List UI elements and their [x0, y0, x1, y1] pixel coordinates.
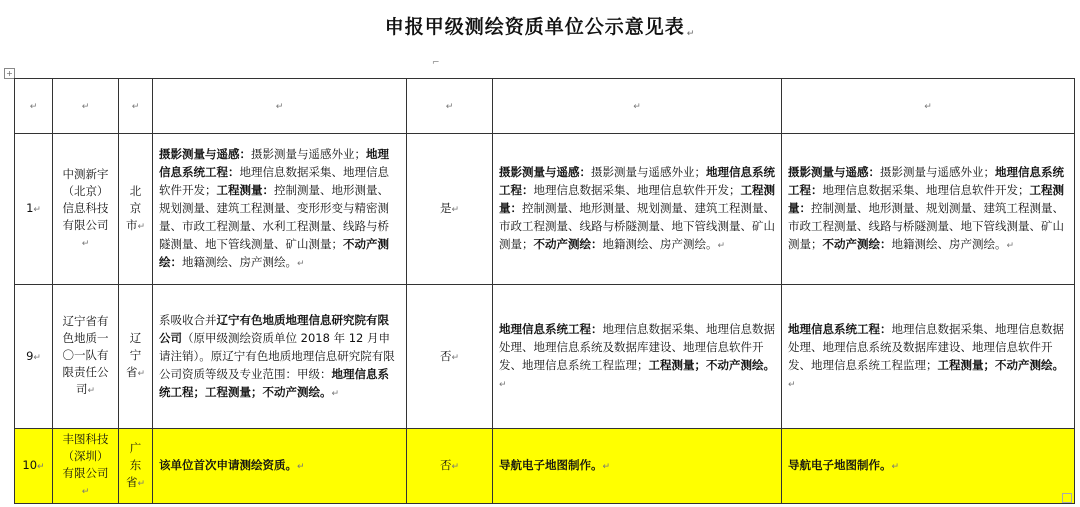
scope-heading: 地理信息系统工程： — [788, 165, 1064, 197]
proposed-scope[interactable] — [782, 285, 1075, 429]
scope-text: 摄影测量与遥感外业； — [591, 165, 706, 179]
header-cell-empty[interactable]: ↵ — [119, 79, 153, 134]
header-cell-empty[interactable]: ↵ — [15, 79, 53, 134]
scope-text: 地理信息数据采集、地理信息数据处理、地理信息系统及数据库建设、地理信息软件开发、地理信息系统工程监理； — [788, 321, 1064, 372]
row-number[interactable]: 1↵ — [15, 134, 53, 285]
scope-heading: 地理信息系统工程；工程测量；不动产测绘。 — [159, 366, 389, 399]
scope-text: 地籍测绘、房产测绘。 — [891, 237, 1007, 251]
scope-text: 地理信息数据采集、地理信息软件开发； — [822, 183, 1030, 197]
scope-heading: 地理信息系统工程： — [788, 321, 892, 336]
paragraph-mark: ↵ — [602, 462, 611, 472]
scope-heading: 不动产测绘： — [159, 237, 389, 269]
scope-heading: 工程测量；不动产测绘。 — [937, 357, 1064, 372]
unit-name[interactable]: 辽宁省有色地质一〇一队有限责任公司↵ — [53, 285, 119, 429]
scope-text: 摄影测量与遥感外业； — [880, 165, 995, 179]
scope-text: 地理信息数据采集、地理信息数据处理、地理信息系统及数据库建设、地理信息软件开发、地理信息系统工程监理； — [499, 321, 775, 372]
scope-text: 地籍测绘、房产测绘。 — [602, 237, 718, 251]
flag[interactable]: 是↵ — [407, 134, 493, 285]
proposed-scope[interactable] — [782, 429, 1075, 504]
paragraph-mark: ↵ — [717, 241, 726, 251]
table-move-handle-icon[interactable]: + — [4, 68, 15, 79]
scope-heading: 不动产测绘： — [533, 237, 603, 251]
table-row — [15, 285, 1075, 429]
row-number[interactable]: 10↵ — [15, 429, 53, 504]
header-cell-empty[interactable]: ↵ — [407, 79, 493, 134]
scope-heading: 工程测量： — [788, 183, 1064, 215]
scope-heading: 工程测量： — [216, 183, 274, 197]
proposed-scope[interactable] — [782, 134, 1075, 285]
flag[interactable]: 否↵ — [407, 285, 493, 429]
applied-scope[interactable] — [493, 429, 782, 504]
current-scope[interactable] — [153, 134, 407, 285]
scope-heading: 地理信息系统工程： — [499, 165, 775, 197]
header-cell-empty[interactable]: ↵ — [53, 79, 119, 134]
region[interactable]: 辽宁省↵ — [119, 285, 153, 429]
scope-heading: 工程测量；不动产测绘。 — [648, 357, 775, 372]
scope-text: （原甲级测绘资质单位 2018 年 12 月申请注销）。原辽宁有色地质地理信息研究院有限公司资质等级及专业范围：甲级： — [159, 330, 395, 381]
scope-text: 摄影测量与遥感外业； — [251, 147, 366, 161]
scope-heading: 导航电子地图制作。 — [788, 458, 892, 472]
scope-text: 控制测量、地形测量、规划测量、建筑工程测量、市政工程测量、线路与桥隧测量、地下管线测量、矿山测量； — [788, 201, 1064, 251]
row-number[interactable]: 9↵ — [15, 285, 53, 429]
region[interactable]: 广东省↵ — [119, 429, 153, 504]
scope-heading: 该单位首次申请测绘资质。 — [159, 458, 297, 472]
resize-handle-icon[interactable] — [1062, 493, 1072, 503]
paragraph-mark: ↵ — [297, 259, 305, 269]
paragraph-mark: ↵ — [686, 29, 696, 39]
paragraph-mark: ↵ — [331, 388, 340, 399]
qualification-table — [14, 78, 1075, 504]
region[interactable]: 北京市↵ — [119, 134, 153, 285]
scope-heading: 不动产测绘： — [822, 237, 892, 251]
scope-text: 地理信息数据采集、地理信息软件开发； — [533, 183, 741, 197]
paragraph-mark: ⌐ — [432, 58, 440, 68]
scope-heading: 摄影测量与遥感： — [159, 147, 251, 161]
scope-heading: 辽宁有色地质地理信息研究院有限公司 — [159, 312, 389, 345]
scope-heading: 地理信息系统工程： — [159, 147, 389, 179]
scope-heading: 摄影测量与遥感： — [499, 165, 591, 179]
unit-name[interactable]: 丰图科技（深圳）有限公司↵ — [53, 429, 119, 504]
table-row — [15, 134, 1075, 285]
scope-text: 地理信息数据采集、地理信息软件开发； — [159, 165, 389, 197]
header-cell-empty[interactable]: ↵ — [153, 79, 407, 134]
scope-text: 系吸收合并 — [159, 312, 217, 327]
paragraph-mark: ↵ — [788, 379, 796, 390]
scope-text: 控制测量、地形测量、规划测量、建筑工程测量、变形形变与精密测量、市政工程测量、水利工程测量、线路与桥隧测量、地下管线测量、矿山测量； — [159, 183, 389, 251]
scope-heading: 工程测量： — [499, 183, 775, 215]
paragraph-mark: ↵ — [891, 462, 900, 472]
table-row — [15, 79, 1075, 134]
scope-heading: 地理信息系统工程： — [499, 321, 603, 336]
table-row — [15, 429, 1075, 504]
header-cell-empty[interactable]: ↵ — [782, 79, 1075, 134]
scope-heading: 导航电子地图制作。 — [499, 458, 603, 472]
unit-name[interactable]: 中测新宇（北京）信息科技有限公司↵ — [53, 134, 119, 285]
flag[interactable]: 否↵ — [407, 429, 493, 504]
applied-scope[interactable] — [493, 285, 782, 429]
paragraph-mark: ↵ — [297, 462, 305, 472]
paragraph-mark: ↵ — [499, 379, 507, 390]
applied-scope[interactable] — [493, 134, 782, 285]
current-scope[interactable] — [153, 285, 407, 429]
paragraph-mark: ↵ — [1006, 241, 1015, 251]
current-scope[interactable] — [153, 429, 407, 504]
scope-text: 地籍测绘、房产测绘。 — [182, 255, 297, 269]
scope-heading: 摄影测量与遥感： — [788, 165, 880, 179]
scope-text: 控制测量、地形测量、规划测量、建筑工程测量、市政工程测量、线路与桥隧测量、地下管线测量、矿山测量； — [499, 201, 775, 251]
header-cell-empty[interactable]: ↵ — [493, 79, 782, 134]
page-title: 申报甲级测绘资质单位公示意见表 ↵ — [384, 16, 696, 39]
